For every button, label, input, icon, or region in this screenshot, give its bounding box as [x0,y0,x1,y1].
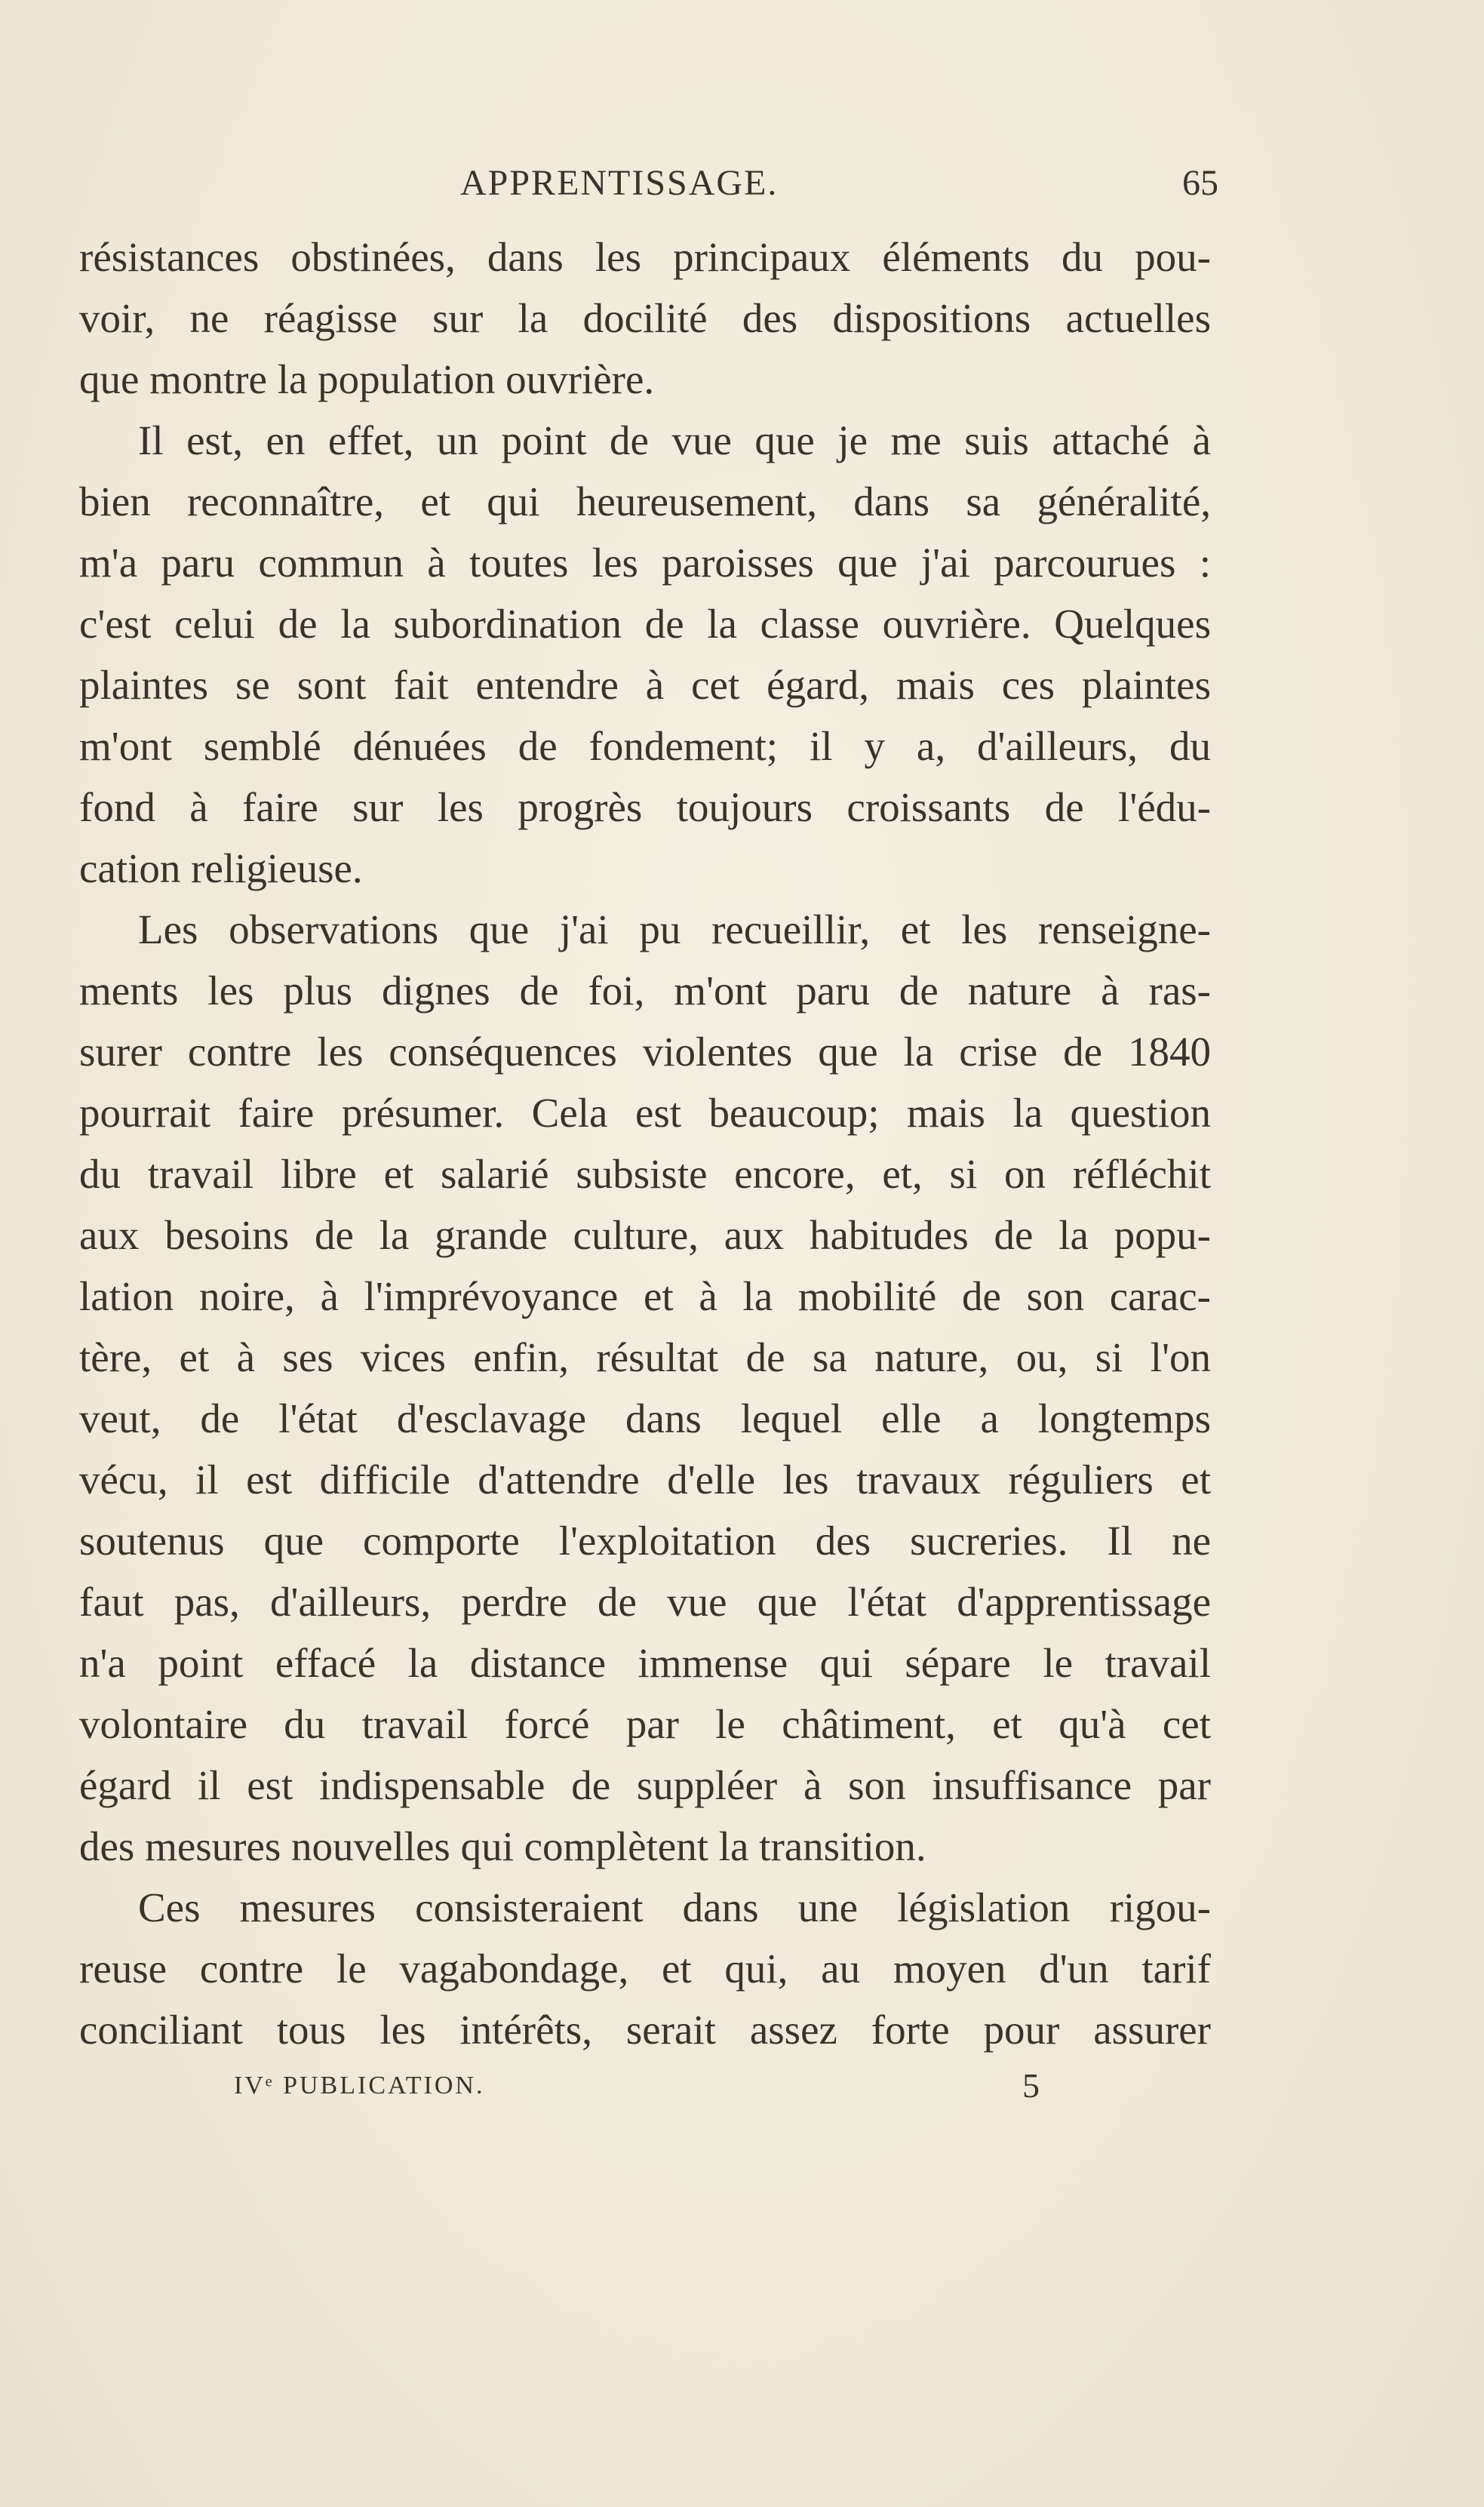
text-line: faut pas, d'ailleurs, perdre de vue que l'état d'apprentissage [79,1579,1211,1625]
text-line: résistances obstinées, dans les principaux éléments du pou- [79,234,1211,280]
text-line: égard il est indispensable de suppléer à son insuffisance par [79,1762,1211,1808]
body-text [79,226,1211,2060]
page-footer [79,2066,1211,2117]
text-line: cation religieuse. [79,845,363,891]
text-line: vécu, il est difficile d'attendre d'elle les travaux réguliers et [79,1457,1211,1503]
paragraph-2 [79,410,1211,899]
text-line: m'a paru commun à toutes les paroisses que j'ai parcourues : [79,540,1211,586]
paragraph-3 [79,899,1211,1877]
text-line: fond à faire sur les progrès toujours croissants de l'édu- [79,784,1211,830]
text-line: pourrait faire présumer. Cela est beaucoup; mais la question [79,1090,1211,1136]
text-line: aux besoins de la grande culture, aux habitudes de la popu- [79,1212,1211,1258]
text-line: lation noire, à l'imprévoyance et à la mobilité de son carac- [79,1273,1211,1319]
text-line: Les observations que j'ai pu recueillir, et les renseigne- [138,906,1211,952]
text-line: tère, et à ses vices enfin, résultat de sa nature, ou, si l'on [79,1334,1211,1380]
text-line: m'ont semblé dénuées de fondement; il y a, d'ailleurs, du [79,723,1211,769]
page-number: 65 [1182,163,1218,203]
text-line: volontaire du travail forcé par le châtiment, et qu'à cet [79,1701,1211,1747]
text-line: n'a point effacé la distance immense qui sépare le travail [79,1640,1211,1686]
paragraph-4 [79,1877,1211,2060]
text-line: ments les plus dignes de foi, m'ont paru de nature à ras- [79,967,1211,1014]
page-header [79,162,1218,215]
text-line: plaintes se sont fait entendre à cet égard, mais ces plaintes [79,662,1211,708]
running-head: APPRENTISSAGE. [460,163,779,203]
text-line: conciliant tous les intérêts, serait assez forte pour assurer [79,2007,1211,2053]
text-line: Il est, en effet, un point de vue que je me suis attaché à [138,417,1211,463]
signature-mark: IVᵉ PUBLICATION. [234,2072,485,2099]
text-line: bien reconnaître, et qui heureusement, dans sa généralité, [79,478,1211,524]
text-line: des mesures nouvelles qui complètent la transition. [79,1823,926,1869]
text-line: surer contre les conséquences violentes que la crise de 1840 [79,1029,1211,1075]
text-line: reuse contre le vagabondage, et qui, au moyen d'un tarif [79,1946,1211,1992]
signature-number: 5 [1022,2066,1040,2105]
text-line: Ces mesures consisteraient dans une législation rigou- [138,1884,1211,1930]
paragraph-1 [79,226,1211,410]
text-line: que montre la population ouvrière. [79,356,655,402]
text-line: c'est celui de la subordination de la classe ouvrière. Quelques [79,601,1211,647]
text-line: soutenus que comporte l'exploitation des sucreries. Il ne [79,1518,1211,1564]
text-line: voir, ne réagisse sur la docilité des dispositions actuelles [79,295,1211,341]
text-line: veut, de l'état d'esclavage dans lequel elle a longtemps [79,1395,1211,1441]
text-line: du travail libre et salarié subsiste encore, et, si on réfléchit [79,1151,1211,1197]
